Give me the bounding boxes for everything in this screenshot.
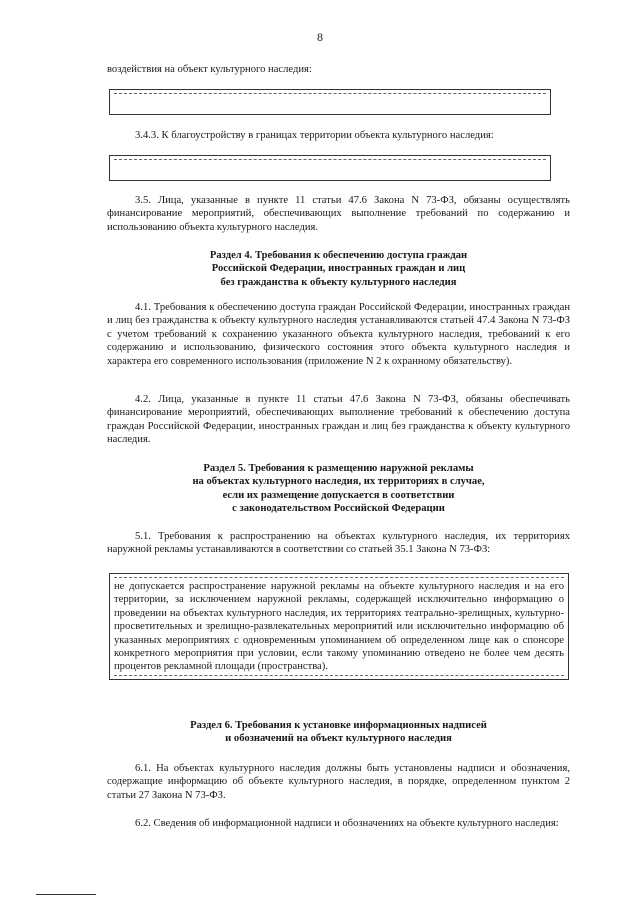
section-5-heading: [107, 462, 570, 516]
section-6-heading: [107, 719, 570, 746]
section-6-heading-line: Раздел 6. Требования к установке информационных надписей: [190, 720, 487, 731]
empty-field-box-improvement: [109, 155, 551, 181]
paragraph-6-2: 6.2. Сведения об информационной надписи и обозначениях на объекте культурного наследия:: [135, 818, 559, 829]
section-5-heading-line: с законодательством Российской Федерации: [232, 503, 445, 515]
paragraph-5-1: 5.1. Требования к распространению на объектах культурного наследия, их территориях наружной рекламы устанавливаются в соответствии со статьей 35.1 Закона N 73-ФЗ:: [107, 531, 570, 556]
paragraph-4-1: 4.1. Требования к обеспечению доступа граждан Российской Федерации, иностранных граждан и лиц без гражданства к объекту культурного наследия устанавливаются статьей 47.4 Закона N 73-ФЗ с учетом требований к сохранению указанного объекта культурного наследия, требований к его содержанию и использованию, физического состояния этого объекта культурного наследия и характера его современного использования (приложение N 2 к охранному обязательству).: [107, 302, 570, 367]
empty-field-box-impact: [109, 89, 551, 115]
outdoor-advertising-restriction-text: не допускается распространение наружной рекламы на объекте культурного наследия и на его территории, за исключением наружной рекламы, содержащей исключительно информацию о проведении на объектах культурного наследия, их территориях театрально-зрелищных, культурно-просветительных и зрелищно-развлекательных мероприятий или исключительно информацию об указанных мероприятиях с одновременным упоминанием об определенном лице как о спонсоре конкретного мероприятия при условии, если такому упоминанию отведено не более чем десять процентов рекламной площади (пространства).: [114, 581, 564, 673]
section-5-heading-line: на объектах культурного наследия, их территориях в случае,: [192, 476, 485, 488]
section-4-heading: [107, 249, 570, 289]
paragraph-3-4-3: 3.4.3. К благоустройству в границах территории объекта культурного наследия:: [135, 130, 494, 141]
paragraph-6-1: 6.1. На объектах культурного наследия должны быть установлены надписи и обозначения, содержащие информацию об объекте культурного наследия, в порядке, определенном пунктом 2 статьи 27 Закона N 73-ФЗ.: [107, 763, 570, 801]
outdoor-advertising-restriction-box: [109, 573, 569, 680]
paragraph-3-5: 3.5. Лица, указанные в пункте 11 статьи 47.6 Закона N 73-ФЗ, обязаны осуществлять финансирование мероприятий, обеспечивающих выполнение требований по содержанию и использованию объекта культурного наследия.: [107, 195, 570, 233]
section-5-heading-line: если их размещение допускается в соответствии: [222, 489, 455, 501]
section-6-heading-line: и обозначений на объект культурного наследия: [225, 733, 452, 745]
top-line-text: воздействия на объект культурного наследия:: [107, 64, 312, 75]
section-4-heading-line: без гражданства к объекту культурного наследия: [220, 276, 457, 288]
section-4-heading-line: Раздел 4. Требования к обеспечению доступа граждан: [209, 250, 468, 261]
section-4-heading-line: Российской Федерации, иностранных граждан и лиц: [211, 263, 466, 275]
footnote-rule: [36, 894, 96, 895]
paragraph-4-2: 4.2. Лица, указанные в пункте 11 статьи 47.6 Закона N 73-ФЗ, обязаны обеспечивать финансирование мероприятий, обеспечивающих выполнение требований к обеспечению доступа граждан Российской Федерации, иностранных граждан и лиц без гражданства к объекту культурного наследия.: [107, 394, 570, 446]
section-5-heading-line: Раздел 5. Требования к размещению наружной рекламы: [203, 463, 474, 474]
page-number: 8: [317, 30, 323, 44]
